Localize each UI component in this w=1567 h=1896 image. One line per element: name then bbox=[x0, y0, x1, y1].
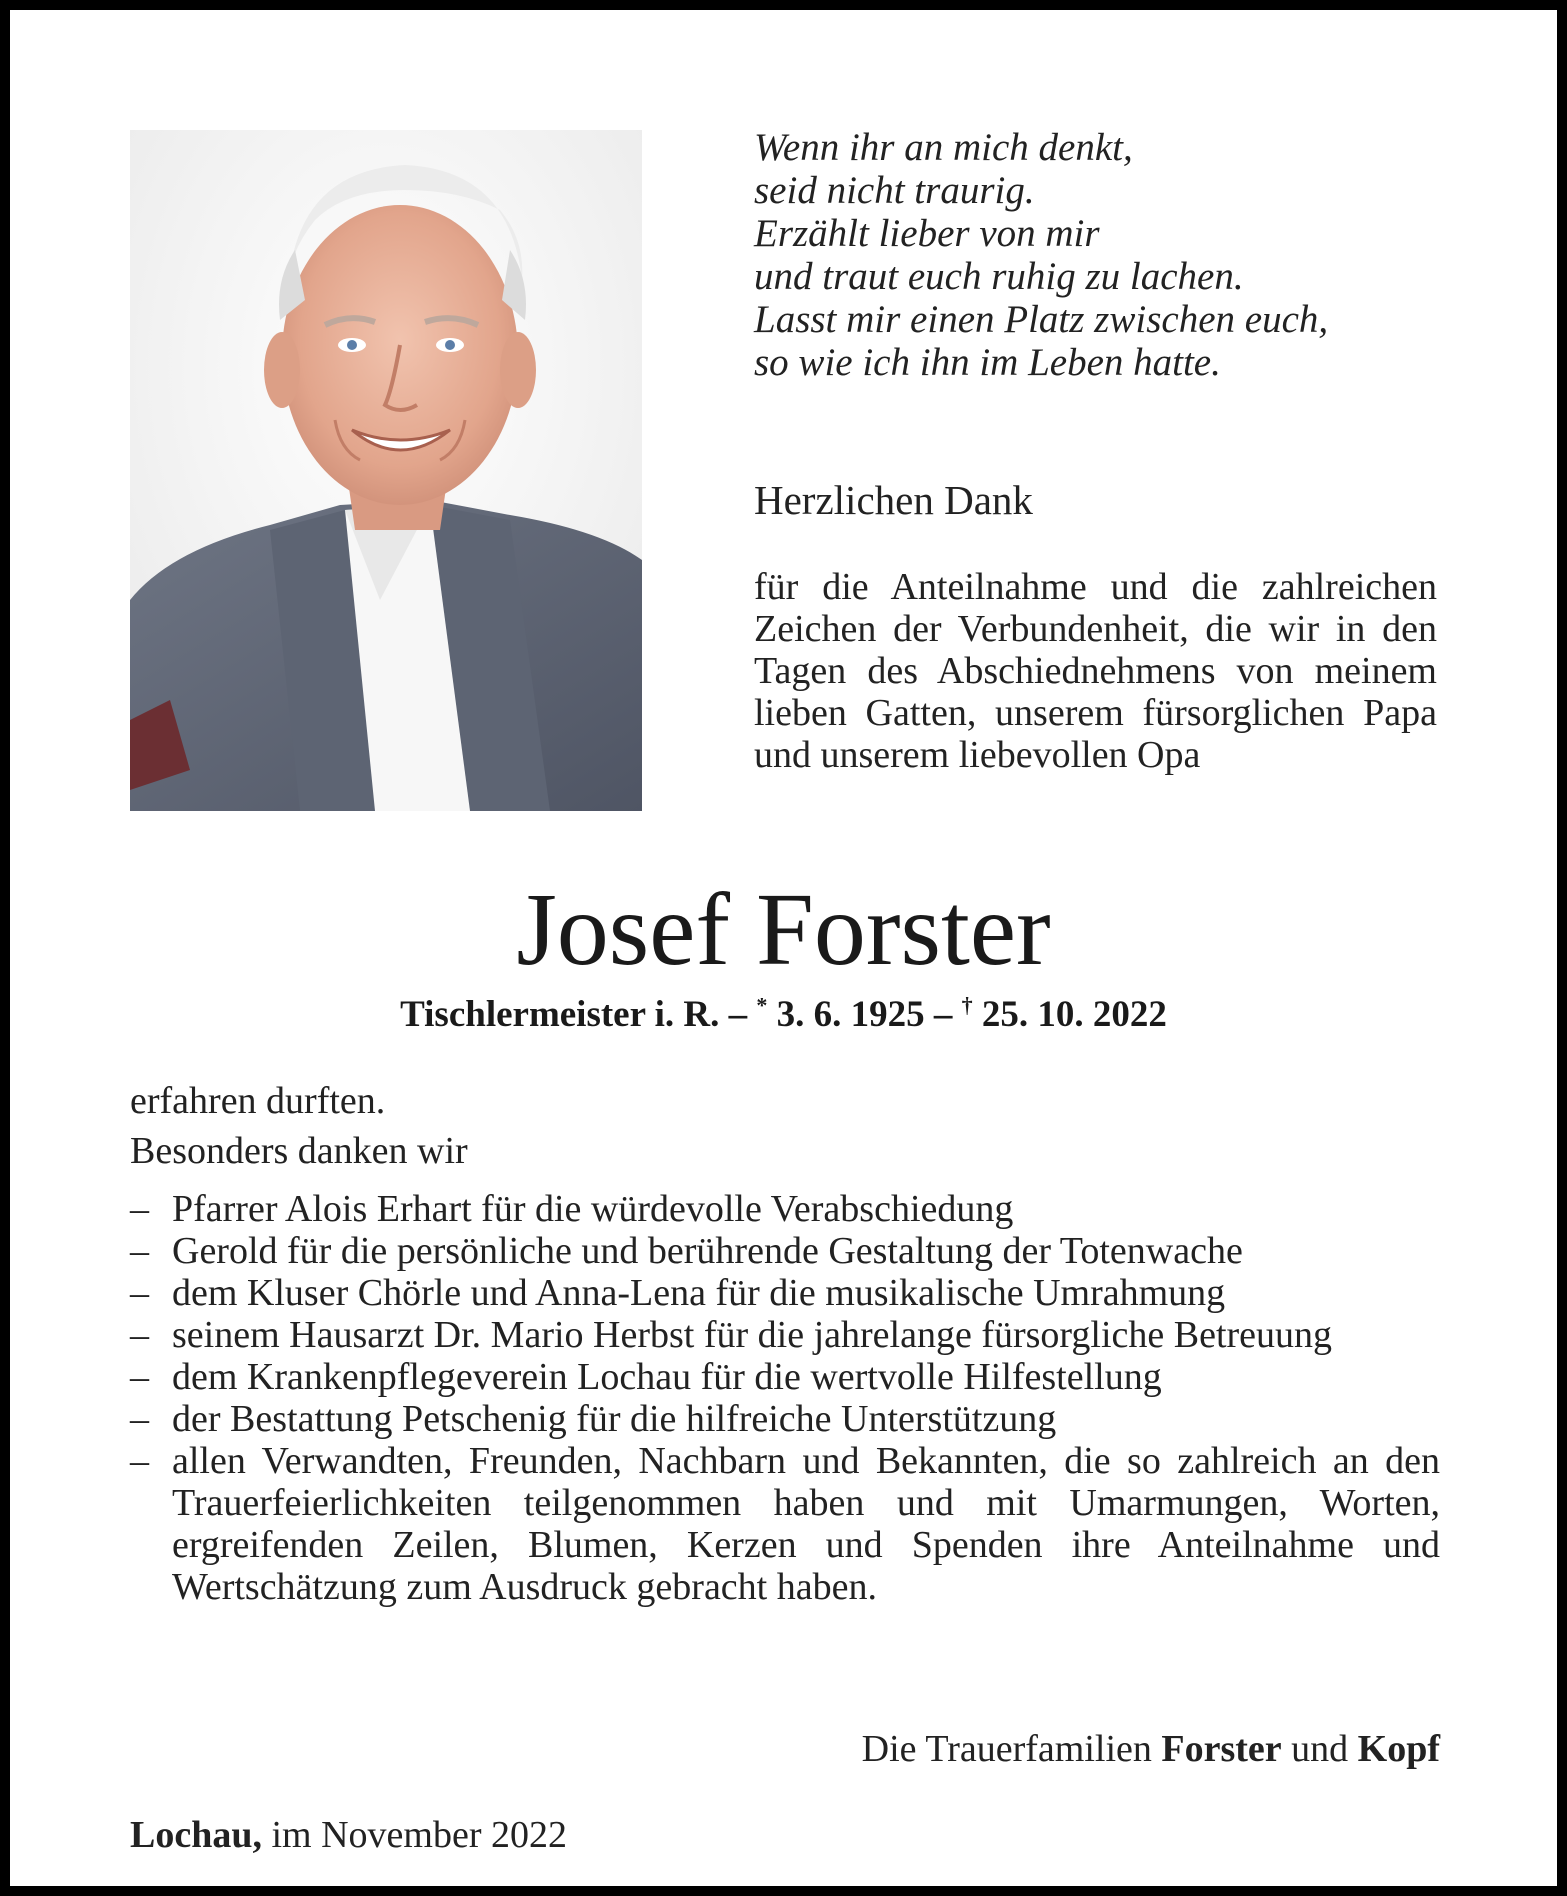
list-item-text: dem Kluser Chörle und Anna-Lena für die musikalische Umrahmung bbox=[172, 1272, 1226, 1314]
poem-line: so wie ich ihn im Leben hatte. bbox=[754, 341, 1221, 384]
place-date-text: im November 2022 bbox=[271, 1814, 567, 1856]
list-dash: – bbox=[130, 1314, 149, 1356]
list-item bbox=[130, 1398, 1440, 1440]
list-dash: – bbox=[130, 1398, 149, 1440]
signature-connector: und bbox=[1291, 1728, 1349, 1770]
deceased-subtitle bbox=[0, 993, 1567, 1036]
deceased-title: Tischlermeister i. R. – bbox=[400, 994, 748, 1035]
thanks-text: für die Anteilnahme und die zahlreichen Zeichen der Verbundenheit, die wir in den Tagen des Abschiednehmens von meinem lieben Gatten, unserem fürsorglichen Papa und unserem liebevollen Opa bbox=[754, 566, 1437, 776]
poem-line: Lasst mir einen Platz zwischen euch, bbox=[754, 298, 1329, 341]
poem bbox=[754, 126, 1454, 384]
signature bbox=[862, 1727, 1440, 1771]
signature-family-2: Kopf bbox=[1357, 1728, 1440, 1770]
list-item bbox=[130, 1314, 1440, 1356]
place-date bbox=[130, 1813, 567, 1857]
list-item-text: Pfarrer Alois Erhart für die würdevolle Verabschiedung bbox=[172, 1188, 1014, 1230]
poem-line: Wenn ihr an mich denkt, bbox=[754, 126, 1133, 169]
death-mark: † bbox=[961, 992, 973, 1018]
thanks-heading: Herzlichen Dank bbox=[754, 477, 1033, 523]
list-dash: – bbox=[130, 1188, 149, 1230]
poem-line: und traut euch ruhig zu lachen. bbox=[754, 255, 1244, 298]
list-dash: – bbox=[130, 1440, 149, 1482]
list-item-text: der Bestattung Petschenig für die hilfreiche Unterstützung bbox=[172, 1398, 1057, 1440]
list-item-text: allen Verwandten, Freunden, Nachbarn und Bekannten, die so zahlreich an den Trauerfeierlichkeiten teilgenommen haben und mit Umarmungen, Worten, ergreifenden Zeilen, Blumen, Kerzen und Spenden ihre Anteilnahme und Wertschätzung zum Ausdruck gebracht haben. bbox=[172, 1440, 1440, 1608]
list-item bbox=[130, 1440, 1440, 1608]
list-item bbox=[130, 1356, 1440, 1398]
place-town: Lochau, bbox=[130, 1814, 262, 1856]
signature-prefix: Die Trauerfamilien bbox=[861, 1728, 1152, 1770]
list-dash: – bbox=[130, 1272, 149, 1314]
list-dash: – bbox=[130, 1356, 149, 1398]
signature-family-1: Forster bbox=[1161, 1728, 1282, 1770]
birth-date: 3. 6. 1925 – bbox=[776, 994, 953, 1035]
portrait-photo bbox=[130, 130, 642, 811]
list-item bbox=[130, 1272, 1440, 1314]
poem-line: Erzählt lieber von mir bbox=[754, 212, 1100, 255]
deceased-name: Josef Forster bbox=[516, 872, 1051, 987]
after-name-text: erfahren durften. bbox=[130, 1080, 386, 1122]
list-item-text: Gerold für die persönliche und berührende Gestaltung der Totenwache bbox=[172, 1230, 1243, 1272]
list-item-text: seinem Hausarzt Dr. Mario Herbst für die jahrelange fürsorgliche Betreuung bbox=[172, 1314, 1333, 1356]
birth-mark: * bbox=[756, 992, 768, 1018]
list-dash: – bbox=[130, 1230, 149, 1272]
list-item-text: dem Krankenpflegeverein Lochau für die wertvolle Hilfestellung bbox=[172, 1356, 1162, 1398]
list-item bbox=[130, 1230, 1440, 1272]
list-item bbox=[130, 1188, 1440, 1230]
portrait-illustration bbox=[130, 130, 642, 811]
death-date: 25. 10. 2022 bbox=[981, 994, 1167, 1035]
poem-line: seid nicht traurig. bbox=[754, 169, 1035, 212]
thanks-intro: Besonders danken wir bbox=[130, 1130, 468, 1172]
thanks-list bbox=[130, 1188, 1440, 1608]
